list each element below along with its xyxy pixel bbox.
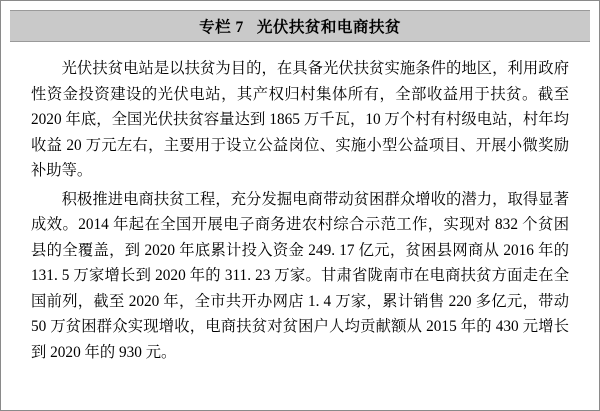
callout-title: 专栏 7 光伏扶贫和电商扶贫 [199,19,401,36]
paragraph-1: 光伏扶贫电站是以扶贫为目的，在具备光伏扶贫实施条件的地区，利用政府性资金投资建设的光伏电站，其产权归村集体所有，全部收益用于扶贫。截至 2020 年底，全国光伏扶贫容量达到 1865 万千瓦，10 万个村有村级电站，村年均收益 20 万元左右，主要用于设立公益岗位、实施小型公益项目、开展小微奖励补助等。 [31,60,569,179]
callout-title-bar [10,10,590,42]
paragraph-2: 积极推进电商扶贫工程，充分发掘电商带动贫困群众增收的潜力，取得显著成效。2014 年起在全国开展电子商务进农村综合示范工作，实现对 832 个贫困县的全覆盖，到 2020 年底累计投入资金 249. 17 亿元，贫困县网商从 2016 年的 131. 5 万家增长到 2020 年的 311. 23 万家。甘肃省陇南市在电商扶贫方面走在全国前列，截至 2020 年，全市共开办网店 1. 4 万家，累计销售 220 多亿元，带动 50 万贫困群众实现增收，电商扶贫对贫困户人均贡献额从 2015 年的 430 元增长到 2020 年的 930 元。 [31,190,569,361]
callout-body [1,42,599,365]
